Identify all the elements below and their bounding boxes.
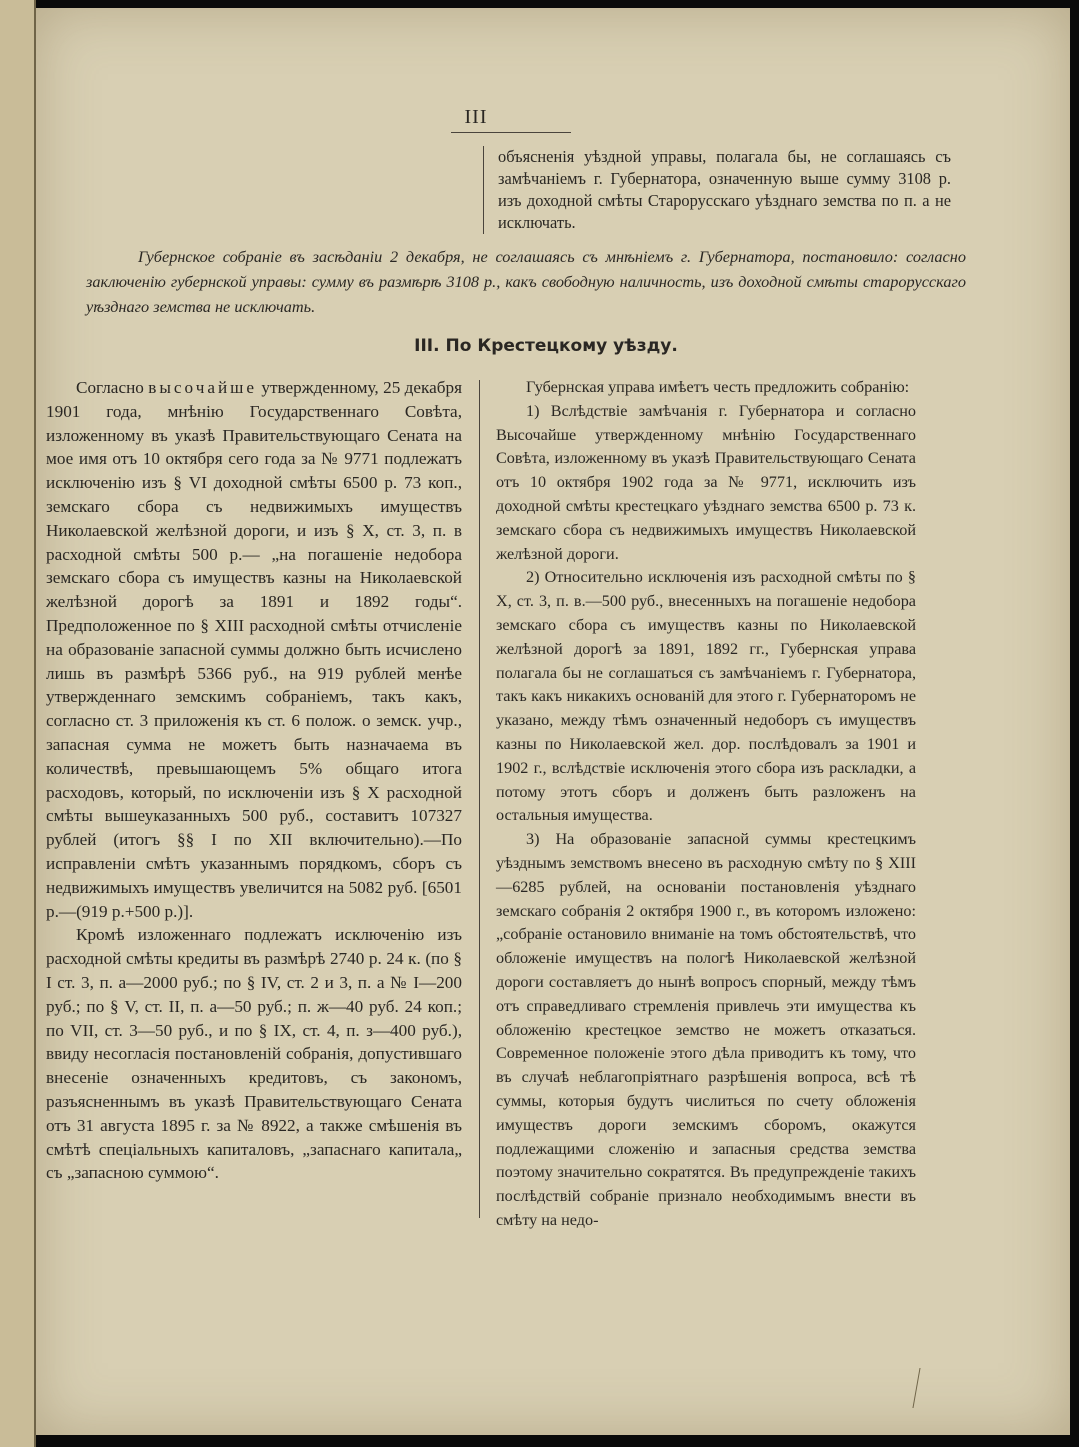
right-paragraph: 3) На образованіе запасной суммы крестецкимъ уѣзднымъ земствомъ внесено въ расходную смѣту по § XIII—6285 рублей, на основаніи постановленія уѣзднаго земскаго собранія 2 октября 1900 г., въ которомъ изложено: „собраніе остановило вниманіе на томъ обстоятельствѣ, что обложеніе имуществъ на пологѣ Николаевской желѣзной дороги составляетъ до нынѣ вопросъ спорный, между тѣмъ отъ справедливаго стремленія привлечь эти имущества къ обложенію крестецкое земство не можетъ отказаться. Современное положеніе этого дѣла приводитъ къ тому, что въ случаѣ неблагопріятнаго разрѣшенія вопроса, всѣ тѣ суммы, которыя будутъ числиться по счету обложенія имуществъ дороги земскимъ сборомъ, окажутся подлежащими сложенію и запасныя средства земства поэтому значительно сократятся. Въ предупрежденіе такихъ послѣдствій собраніе признало необходимымъ внести въ смѣту на недо- [496,830,916,1229]
section-heading: III. По Крестецкому уѣзду. [414,336,678,356]
continued-paragraph: объясненія уѣздной управы, полагала бы, не соглашаясь съ замѣчаніемъ г. Губернатора, означенную выше сумму 3108 р. изъ доходной смѣты Старорусскаго уѣзднаго земства по п. а не исключать. [483,146,951,234]
assembly-resolution: Губернское собраніе въ засѣданіи 2 декабря, не соглашаясь съ мнѣніемъ г. Губернатора, постановило: согласно заключенію губернской управы: сумму въ размѣрѣ 3108 р., какъ свободную наличность, изъ доходной смѣты старорусскаго уѣзднаго земства не исключать. [86,247,966,316]
right-column [496,376,916,1233]
corner-mark [912,1368,950,1408]
left-column [46,376,462,1185]
right-paragraph: Губернская управа имѣетъ честь предложить собранію: [526,378,910,396]
adjacent-page-edge [0,0,36,1447]
left-paragraph: Согласно высочайше утвержденному, 25 декабря 1901 года, мнѣнію Государственнаго Совѣта, изложенному въ указѣ Правительствующаго Сената на мое имя отъ 10 октября сего года за № 9771 подлежатъ исключенію изъ § VI доходной смѣты 6500 р. 73 коп., земскаго сбора съ недвижимыхъ имуществъ Николаевской желѣзной дороги, и изъ § X, ст. 3, п. в расходной смѣты 500 р.— „на погашеніе недобора земскаго сбора съ имуществъ казны на Николаевской желѣзной дорогѣ за 1891 и 1892 годы“. Предположенное по § XIII расходной смѣты отчисленіе на образованіе запасной суммы должно быть исчислено лишь въ размѣрѣ 5366 руб., на 919 рублей менѣе утвержденнаго земскимъ собраніемъ, такъ какъ, согласно ст. 3 приложенія къ ст. 6 полож. о земск. учр., запасная сумма не можетъ быть назначаема въ количествѣ, превышающемъ 5% общаго итога расходовъ, который, по исключеніи изъ § X расходной смѣты вышеуказанныхъ 500 руб., составитъ 107327 рублей (итогъ §§ I по XII включительно).—По исправленіи смѣтъ указаннымъ порядкомъ, сборъ съ недвижимыхъ имуществъ увеличится на 5082 руб. [6501 р.—(919 р.+500 р.)]. [46,378,463,921]
column-divider [479,380,480,1218]
right-paragraph: 1) Вслѣдствіе замѣчанія г. Губернатора и согласно Высочайше утвержденному мнѣнію Государственнаго Совѣта, изложенному въ указѣ Правительствующаго Сената отъ 10 октября 1902 года за № 9771, исключить изъ доходной смѣты крестецкаго уѣзднаго земства 6500 р. 73 к. земскаго сбора съ недвижимыхъ имуществъ Николаевской желѣзной дороги. [496,401,916,563]
folio-rule [451,132,571,133]
right-paragraph: 2) Относительно исключенія изъ расходной смѣты по § X, ст. 3, п. в.—500 руб., внесенныхъ на погашеніе недобора земскаго сбора съ имуществъ казны по Николаевской желѣзной дорогѣ за 1891, 1892 гг., Губернская управа полагала бы не соглашаться съ замѣчаніемъ г. Губернатора, такъ какъ никакихъ основаній для этого г. Губернаторомъ не указано, между тѣмъ означенный недоборъ съ имуществъ казны по Николаевской жел. дор. послѣдовалъ за 1901 и 1902 г., вслѣдствіе исключенія этого сбора изъ раскладки, а потому этотъ сборъ и долженъ быть разложенъ на остальныя имущества. [496,568,916,825]
document-page [36,8,1070,1435]
left-paragraph: Кромѣ изложеннаго подлежатъ исключенію изъ расходной смѣты кредиты въ размѣрѣ 2740 р. 24 к. (по § I ст. 3, п. а—2000 руб.; по § IV, ст. 2 и 3, п. а № I—200 руб.; по § V, ст. II, п. а—50 руб.; п. ж—40 руб. 24 коп.; по VII, ст. 3—50 руб., и по § IX, ст. 4, п. з—400 руб.), ввиду несогласія постановленій собранія, допустившаго внесеніе означенныхъ кредитовъ, съ закономъ, разъясненнымъ въ указѣ Правительствующаго Сената отъ 31 августа 1895 г. за № 8922, а также смѣшенія въ смѣтѣ спеціальныхъ капиталовъ, „запаснаго капитала„ съ „запасною суммою“. [46,925,462,1183]
page-number: III [464,106,488,128]
spaced-word: высочайше [148,378,258,397]
